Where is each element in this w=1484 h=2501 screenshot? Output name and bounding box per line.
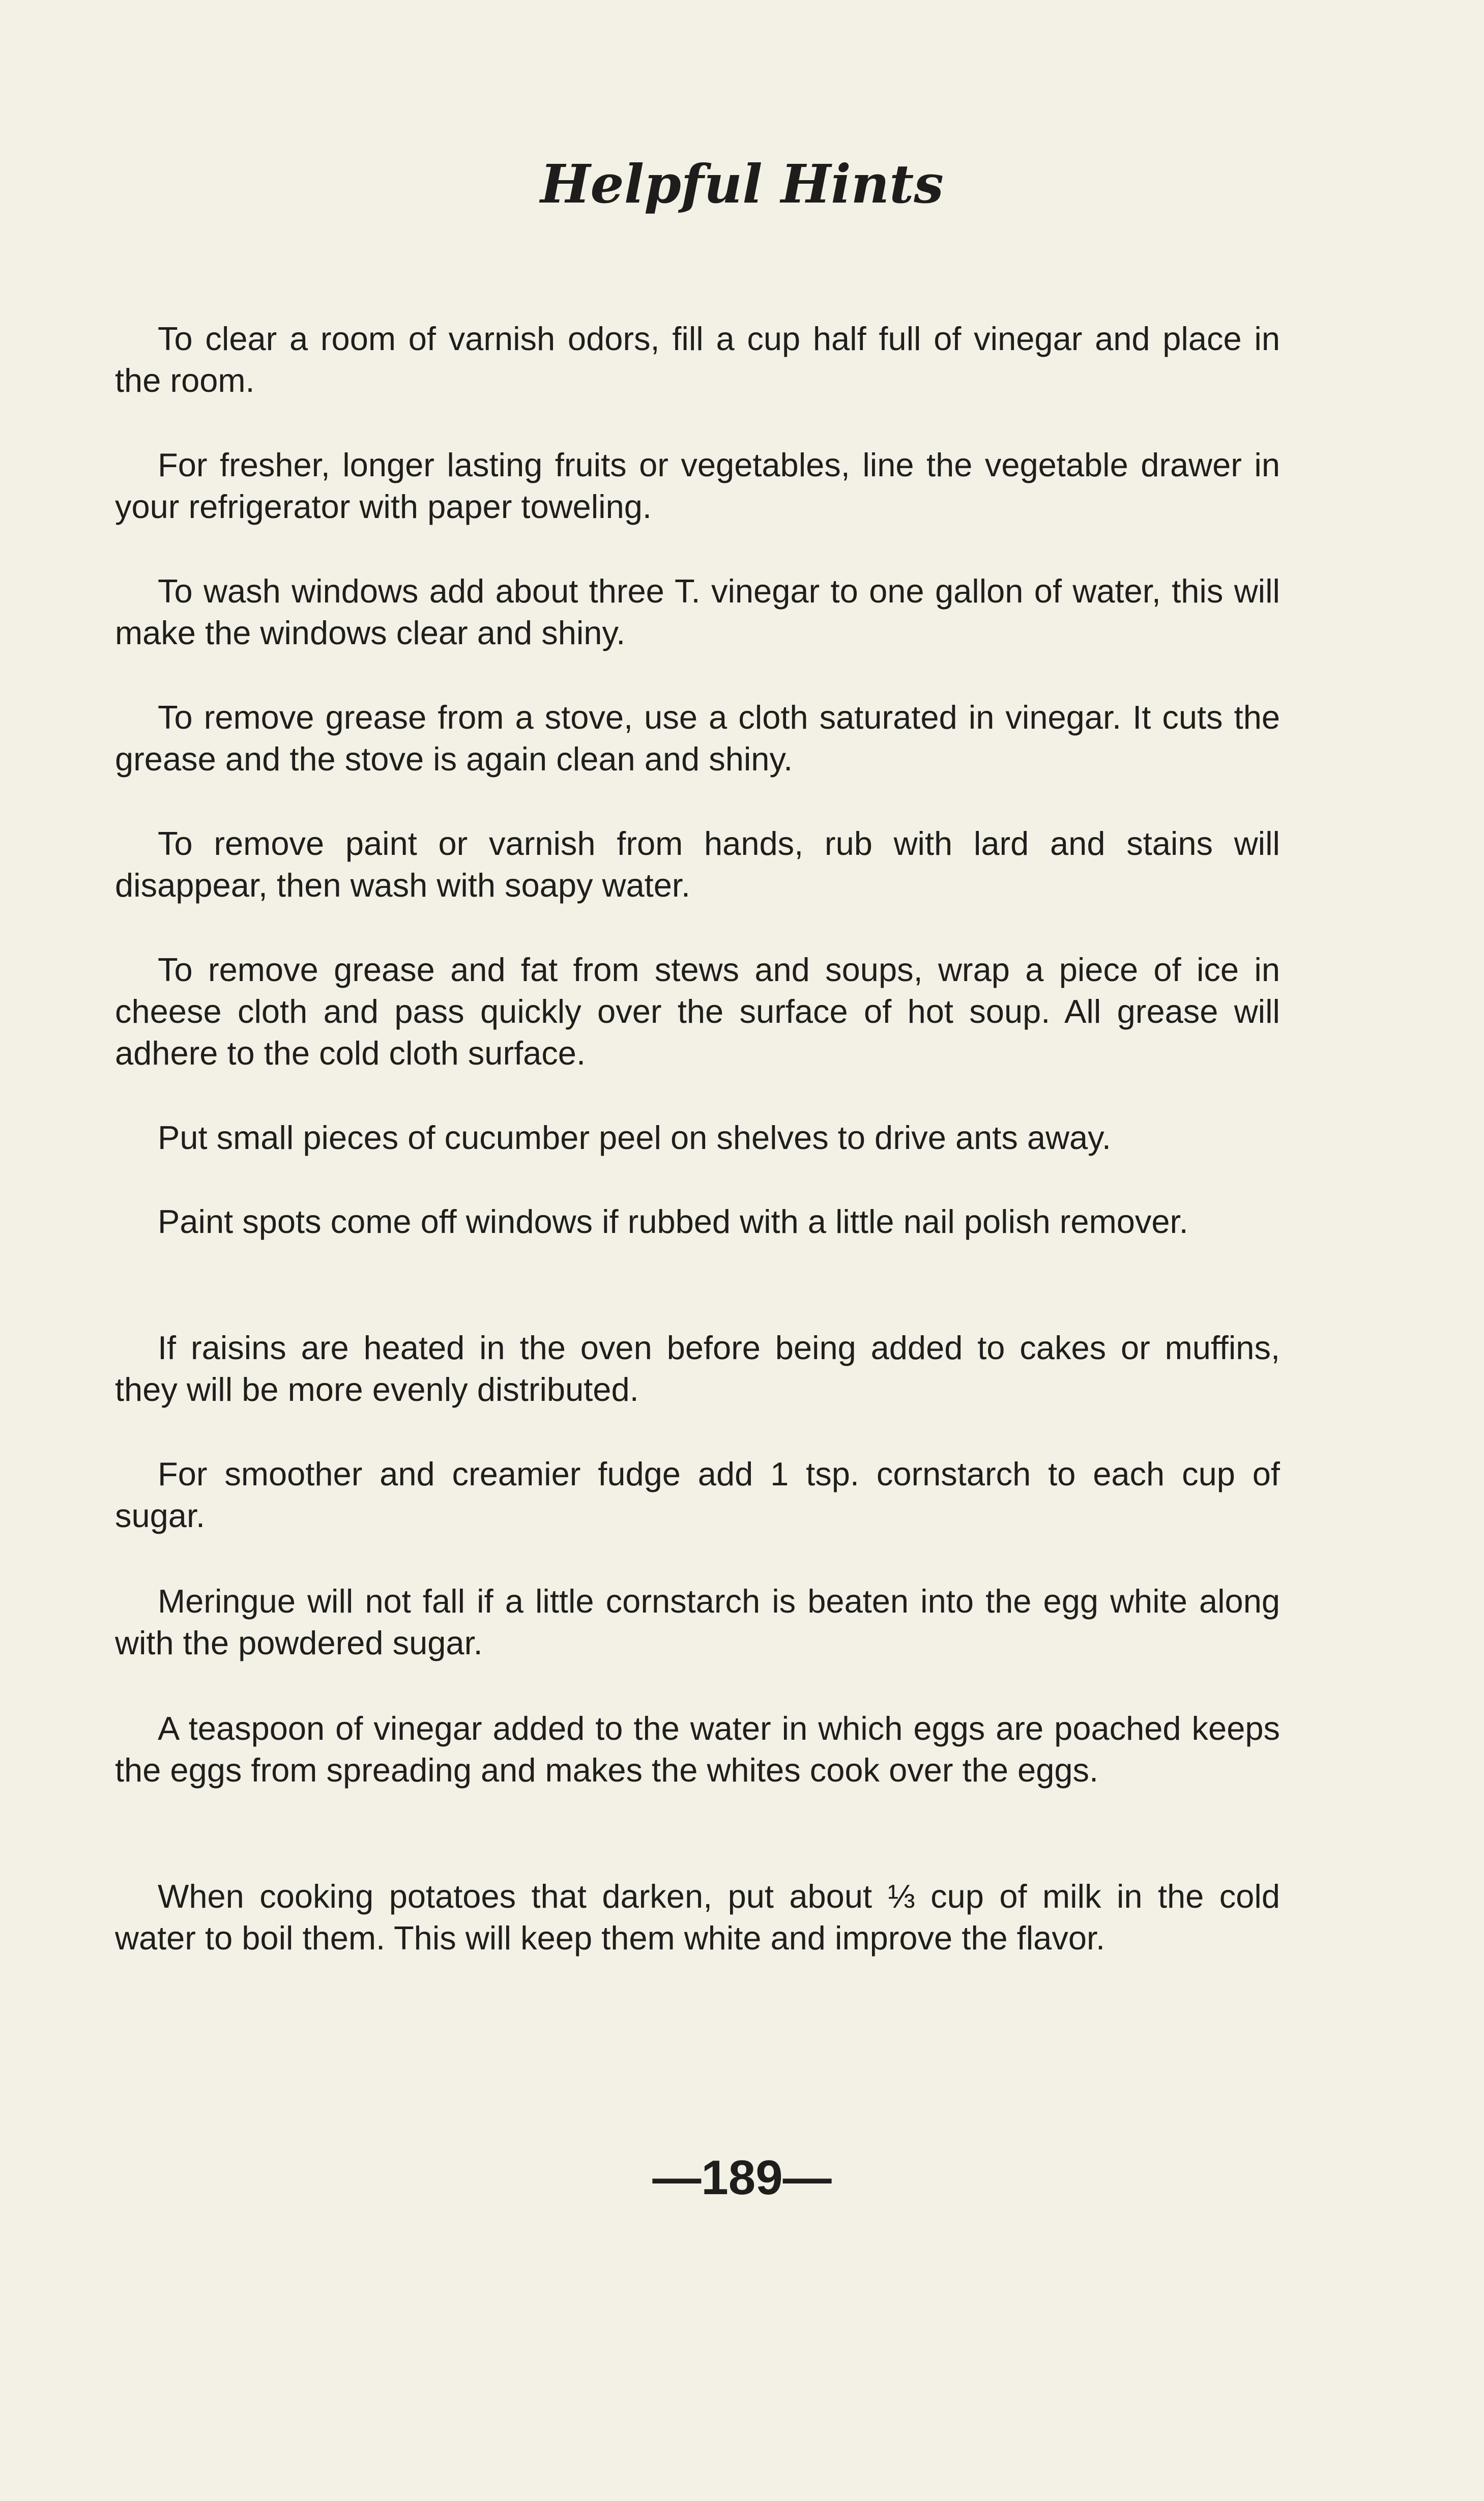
hint-paragraph: A teaspoon of vinegar added to the water in which eggs are poached keeps the eggs from spreading and makes the whites cook over the eggs. <box>115 1710 1280 1789</box>
hint-paragraph: To clear a room of varnish odors, fill a cup half full of vinegar and place in the room. <box>115 320 1280 399</box>
hint-paragraph: To wash windows add about three T. vinegar to one gallon of water, this will make the windows clear and shiny. <box>115 572 1280 651</box>
hint-paragraph: For smoother and creamier fudge add 1 tsp. cornstarch to each cup of sugar. <box>115 1455 1280 1534</box>
hint-paragraph: To remove paint or varnish from hands, rub with lard and stains will disappear, then wash with soapy water. <box>115 825 1280 904</box>
page-title: Helpful Hints <box>540 153 944 215</box>
hint-paragraph: Paint spots come off windows if rubbed with a little nail polish remover. <box>158 1203 1188 1240</box>
hint-paragraph: If raisins are heated in the oven before being added to cakes or muffins, they will be more evenly distributed. <box>115 1329 1280 1408</box>
hint-paragraph: To remove grease from a stove, use a cloth saturated in vinegar. It cuts the grease and the stove is again clean and shiny. <box>115 699 1280 778</box>
hint-paragraph: For fresher, longer lasting fruits or vegetables, line the vegetable drawer in your refrigerator with paper toweling. <box>115 446 1280 525</box>
hints-list <box>115 0 1280 2501</box>
hint-paragraph: Meringue will not fall if a little cornstarch is beaten into the egg white along with the powdered sugar. <box>115 1583 1280 1661</box>
hint-paragraph: To remove grease and fat from stews and soups, wrap a piece of ice in cheese cloth and pass quickly over the surface of hot soup. All grease will adhere to the cold cloth surface. <box>115 951 1280 1072</box>
page-number: —189— <box>652 2150 832 2205</box>
hint-paragraph: Put small pieces of cucumber peel on shelves to drive ants away. <box>158 1119 1111 1156</box>
hint-paragraph: When cooking potatoes that darken, put about ⅓ cup of milk in the cold water to boil them. This will keep them white and improve the flavor. <box>115 1878 1280 1957</box>
